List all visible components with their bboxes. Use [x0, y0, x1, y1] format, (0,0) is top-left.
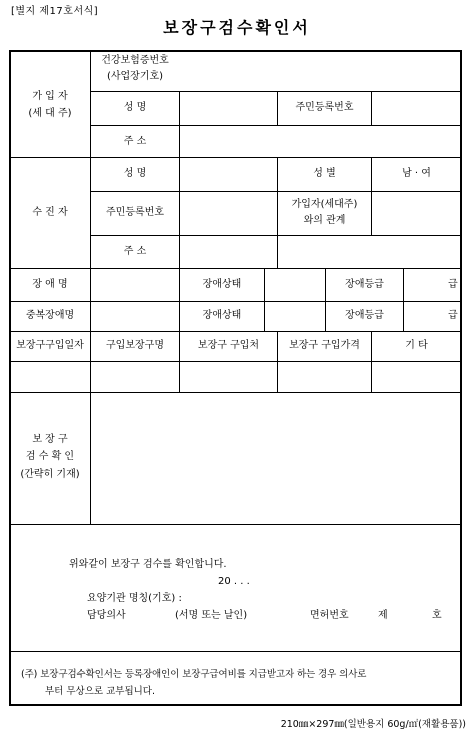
disability-grade-label: 장애등급: [345, 279, 384, 290]
confirmation-date: 20 . . .: [218, 576, 250, 587]
disability-status-label: 장애상태: [202, 279, 242, 290]
insurance-no-label: 건강보험증번호: [101, 55, 169, 66]
note-line-2: 부터 무상으로 교부됩니다.: [45, 686, 156, 697]
col-divider: [90, 268, 91, 392]
recipient-section-label: 수 진 자: [32, 207, 68, 218]
row-divider: [91, 235, 461, 236]
col-divider: [371, 91, 372, 125]
row-divider: [91, 91, 461, 92]
inspection-label-1: 보 장 구: [32, 434, 68, 445]
subscriber-section-label: 가 입 자: [32, 91, 68, 102]
purchase-place-header: 보장구 구입처: [197, 340, 260, 351]
form-id: [별지 제17호서식]: [11, 6, 99, 17]
license-label: 면허번호: [310, 610, 349, 621]
subscriber-address-label: 주 소: [123, 136, 147, 147]
note-line-1: (주) 보장구검수확인서는 등록장애인이 보장구급여비를 지급받고자 하는 경우 의사로: [21, 669, 367, 680]
subscriber-resident-no-label: 주민등록번호: [295, 102, 354, 113]
page-title: 보장구검수확인서: [163, 18, 311, 37]
multiple-grade-label: 장애등급: [345, 310, 384, 321]
purchase-etc-header: 기 타: [405, 340, 428, 351]
disability-grade-unit: 급: [448, 279, 458, 290]
recipient-address-label: 주 소: [123, 246, 147, 257]
license-je: 제: [378, 610, 388, 621]
subscriber-name-label: 성 명: [123, 102, 147, 113]
row-divider: [9, 268, 461, 269]
row-divider: [9, 157, 461, 158]
multiple-status-label: 장애상태: [202, 310, 242, 321]
multiple-disability-label: 중복장애명: [25, 310, 75, 321]
inspection-label-2: 검 수 확 인: [25, 451, 75, 462]
row-divider: [91, 191, 461, 192]
col-divider: [264, 268, 265, 331]
row-divider: [9, 361, 461, 362]
row-divider: [9, 301, 461, 302]
doctor-label: 담당의사: [87, 610, 126, 621]
license-ho: 호: [432, 610, 442, 621]
paper-spec-footer: 210㎜×297㎜(일반용지 60g/㎡(재활용품)): [280, 719, 466, 730]
multiple-grade-unit: 급: [448, 310, 458, 321]
row-divider: [9, 524, 461, 525]
institution-label: 요양기관 명칭(기호) :: [87, 593, 182, 604]
row-divider: [9, 651, 461, 652]
recipient-gender-options: 남 · 여: [402, 168, 431, 179]
insurance-no-sublabel: (사업장기호): [106, 71, 164, 82]
row-divider: [9, 331, 461, 332]
col-divider: [179, 91, 180, 268]
signature-label: (서명 또는 날인): [175, 610, 248, 621]
confirmation-statement: 위와같이 보장구 검수를 확인합니다.: [69, 559, 227, 570]
purchase-date-header: 보장구구입일자: [16, 340, 84, 351]
recipient-resident-no-label: 주민등록번호: [106, 207, 164, 218]
purchase-item-header: 구입보장구명: [106, 340, 164, 351]
recipient-gender-label: 성 별: [313, 168, 336, 179]
relation-label: 가입자(세대주): [291, 199, 358, 210]
form-frame: [9, 50, 462, 706]
relation-sublabel: 와의 관계: [303, 215, 346, 226]
disability-name-label: 장 애 명: [32, 279, 68, 290]
col-divider: [403, 268, 404, 331]
row-divider: [91, 125, 461, 126]
col-divider: [90, 392, 91, 524]
row-divider: [9, 392, 461, 393]
recipient-name-label: 성 명: [123, 168, 147, 179]
inspection-label-3: (간략히 기재): [20, 469, 80, 480]
subscriber-section-sublabel: (세 대 주): [28, 108, 72, 119]
purchase-price-header: 보장구 구입가격: [289, 340, 360, 351]
col-divider: [90, 51, 91, 268]
